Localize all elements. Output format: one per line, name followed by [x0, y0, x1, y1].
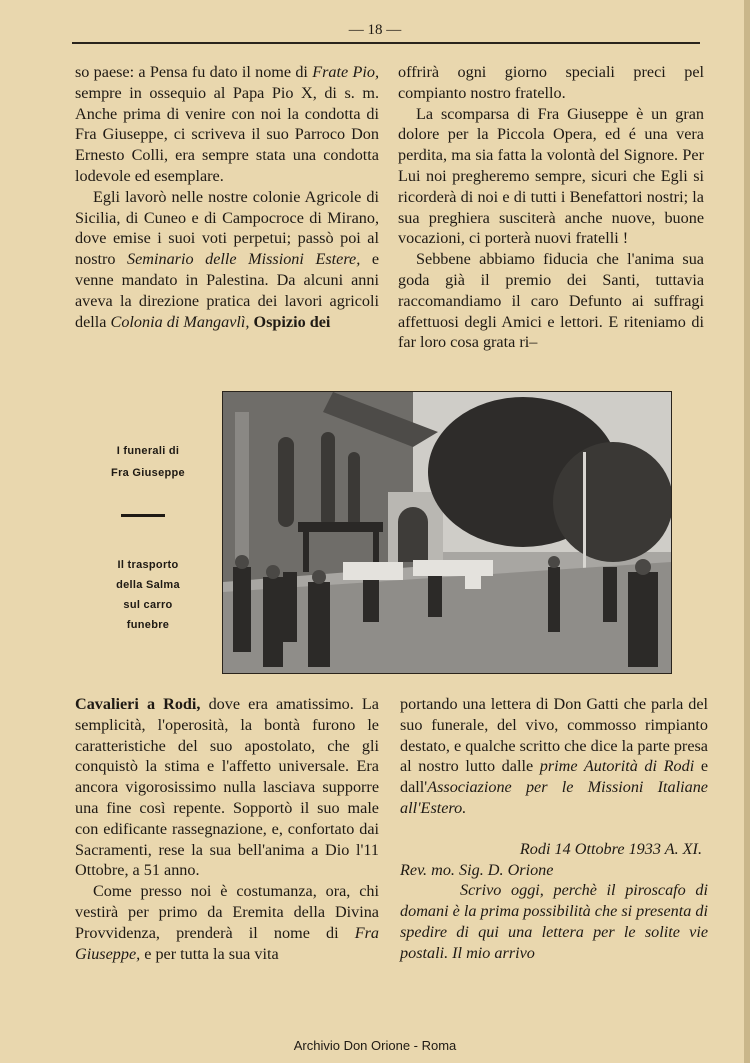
caption-divider [121, 514, 165, 517]
text-run: e dall' [400, 757, 709, 797]
text-run: offrirà ogni giorno speciali preci pel compianto nostro fratello. [398, 63, 704, 102]
text-run: sempre in ossequio al Papa Pio X, di s. m. Anche prima di venire con noi la condotta di Fra Giuseppe, ci scriveva il suo Parroco Don Ernesto Colli, era sempre stata una condotta lodevole ed esemplare. [75, 83, 379, 185]
paragraph [400, 694, 708, 819]
italic-run: Associazione per le Missioni Italiane all'Estero. [400, 778, 708, 817]
top-rule [72, 42, 700, 44]
text-run: e per tutta la sua vita [140, 944, 279, 963]
funeral-photo-illustration [223, 392, 671, 673]
bold-run: Cavalieri a Rodi, [75, 695, 201, 713]
text-run: Sebbene abbiamo fiducia che l'anima sua goda già il premio dei Santi, tuttavia raccomandiamo il caro Defunto ai suffragi affettuosi degli Amici e lettori. E riteniamo di far loro cosa grata ri– [398, 250, 704, 352]
photo-caption-title [78, 440, 218, 484]
italic-run: Seminario delle Missioni Estere, [127, 250, 361, 269]
text-run: e venne mandato in Palestina. Da alcuni anni aveva la direzione pratica dei lavori agricoli della [75, 250, 380, 331]
italic-run: prime Autorità di Rodi [539, 757, 695, 776]
column-bottom-right [400, 694, 708, 964]
letter-date: Rodi 14 Ottobre 1933 A. XI. [519, 839, 702, 858]
paragraph [75, 187, 379, 333]
caption-line: sul carro [123, 599, 173, 611]
text-run: La scomparsa di Fra Giuseppe è un gran dolore per la Piccola Opera, ed é una vera perdita, ma sia fatta la volontà del Signore. Per Lui noi pregheremo sempre, sicuri che Egli si ricorderà di noi e di tutti i Benefattori nostri; la sua preghiera susciterà anche nuove, buone vocazioni, ci porterà nuovi fratelli ! [398, 104, 704, 248]
column-top-left [75, 62, 379, 332]
italic-run: Fra Giuseppe, [75, 923, 379, 963]
text-run: so paese: a Pensa fu dato il nome di [75, 63, 313, 81]
page-edge [744, 0, 750, 1063]
caption-line: Il trasporto [117, 559, 179, 571]
text-run: dove era amatissimo. La semplicità, l'operosità, la bontà furono le caratteristiche del suo apostolato, che gli conquistò la stima e l'affetto universale. Era ancora vigorosissimo nulla lasciava supporre una fine così repente. Sopportò il suo male con edificante rassegnazione, e, confortato dai Sacramenti, rese la sua bell'anima a Dio l'11 Ottobre, a 51 anno. [75, 695, 379, 880]
column-bottom-left [75, 694, 379, 964]
caption-line: Fra Giuseppe [111, 467, 185, 479]
photo-caption-subtitle [78, 555, 218, 635]
text-run: Come presso noi è costumanza, ora, chi vestirà per primo da Eremita della Divina Provvidenza, prenderà il nome di [75, 882, 379, 942]
letter-body: Scrivo oggi, perchè il piroscafo di domani è la prima possibilità che si presenta di spedire di qui una lettera per le solite vie postali. Il mio arrivo [400, 881, 708, 962]
caption-line: funebre [126, 619, 170, 631]
paragraph [75, 62, 379, 187]
letter-salutation: Rev. mo. Sig. D. Orione [400, 860, 554, 879]
text-run: portando una lettera di Don Gatti che parla del suo funerale, del vivo, commosso rimpianto destato, e qualche scritto che dice la parte presa al nostro lutto dalle [400, 695, 708, 776]
paragraph [398, 62, 704, 104]
text-run: Egli lavorò nelle nostre colonie Agricole di Sicilia, di Cuneo e di Campocroce di Mirano, dove emise i suoi voti perpetui; passò poi al nostro [75, 187, 379, 269]
paragraph [398, 249, 704, 353]
paragraph [75, 881, 379, 964]
paragraph [398, 104, 704, 250]
italic-run: Frate Pio, [312, 63, 379, 81]
column-top-right [398, 62, 704, 353]
caption-line: I funerali di [116, 445, 180, 457]
funeral-photo [222, 391, 672, 674]
footer-archive-credit: Archivio Don Orione - Roma [293, 1038, 457, 1053]
caption-line: della Salma [116, 579, 180, 591]
paragraph [75, 694, 379, 881]
bold-run: Ospizio dei [253, 312, 331, 331]
italic-run: Colonia di Mangavlì, [110, 312, 250, 331]
page-number: — 18 — [348, 22, 402, 38]
